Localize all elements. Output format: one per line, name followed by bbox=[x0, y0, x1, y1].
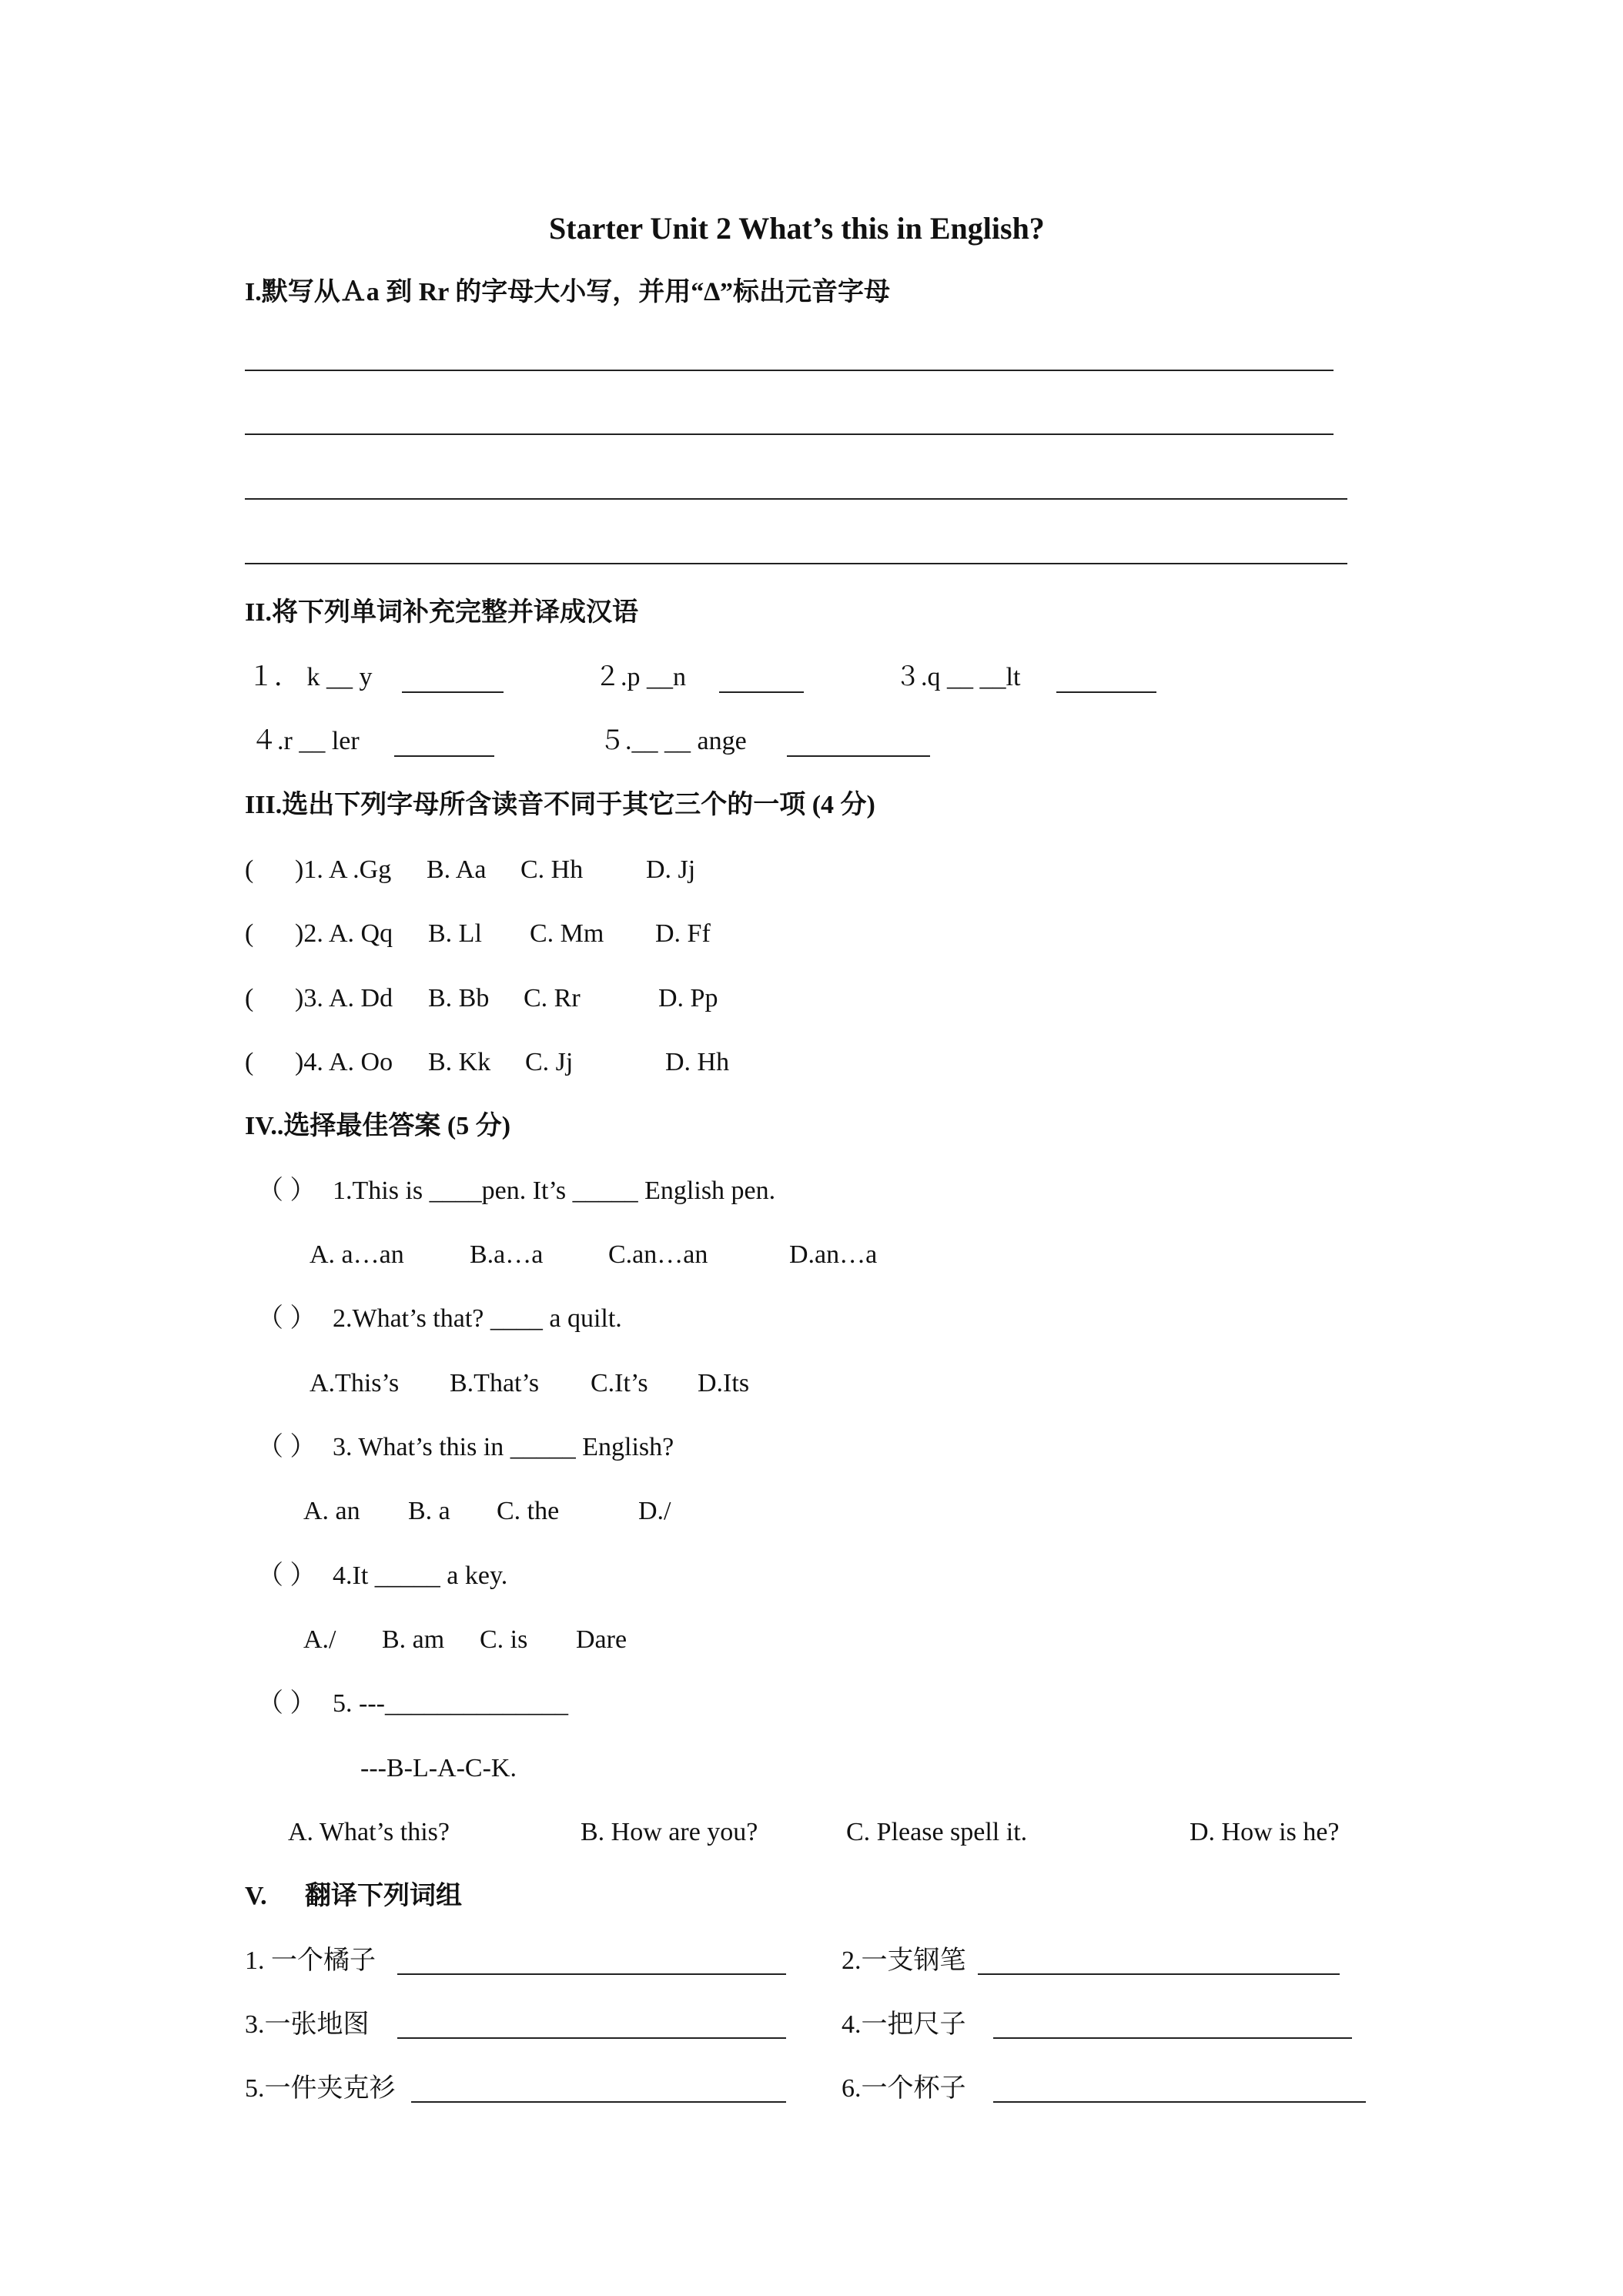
option-c: C. Hh bbox=[520, 855, 584, 884]
question-number: )4. bbox=[295, 1048, 323, 1076]
option-a: A. What’s this? bbox=[288, 1818, 450, 1846]
question-stem: 1.This is ____pen. It’s _____ English pen. bbox=[333, 1176, 776, 1205]
answer-paren: （ ） bbox=[257, 1433, 316, 1461]
section-2-heading: II.将下列单词补充完整并译成汉语 bbox=[245, 598, 638, 627]
option-d: D.Its bbox=[698, 1369, 750, 1397]
answer-line bbox=[245, 433, 1334, 435]
option-a: A .Gg bbox=[329, 855, 392, 884]
word-item: ２.p __n bbox=[594, 663, 686, 691]
answer-paren: ( bbox=[245, 919, 254, 948]
option-d: D. Pp bbox=[658, 984, 718, 1012]
question-number: )1. bbox=[295, 855, 323, 884]
phrase-item: 5.一件夹克衫 bbox=[245, 2074, 396, 2103]
option-d: D. Ff bbox=[655, 919, 711, 948]
section-4-heading: IV..选择最佳答案 (5 分) bbox=[245, 1112, 511, 1140]
answer-blank bbox=[787, 755, 930, 757]
option-a: A. Dd bbox=[329, 984, 393, 1012]
option-a: A.This’s bbox=[310, 1369, 400, 1397]
option-a: A. a…an bbox=[310, 1240, 404, 1269]
answer-blank bbox=[402, 691, 504, 693]
question-stem: 3. What’s this in _____ English? bbox=[333, 1433, 674, 1461]
phrase-item: 4.一把尺子 bbox=[842, 2010, 966, 2039]
option-b: B. How are you? bbox=[581, 1818, 758, 1846]
option-d: D.an…a bbox=[789, 1240, 878, 1269]
option-a: A. Qq bbox=[329, 919, 393, 948]
answer-paren: （ ） bbox=[257, 1176, 316, 1205]
option-d: Dare bbox=[576, 1625, 627, 1654]
answer-blank bbox=[719, 691, 804, 693]
answer-line bbox=[245, 563, 1347, 564]
page-title: Starter Unit 2 What’s this in English? bbox=[549, 211, 1045, 246]
answer-paren: （ ） bbox=[257, 1561, 316, 1590]
question-stem: 4.It _____ a key. bbox=[333, 1561, 508, 1590]
answer-paren: （ ） bbox=[257, 1304, 316, 1333]
answer-line bbox=[245, 370, 1334, 371]
option-b: B. Kk bbox=[428, 1048, 491, 1076]
answer-line bbox=[397, 2037, 786, 2039]
answer-paren: ( bbox=[245, 984, 254, 1012]
option-c: C. Mm bbox=[530, 919, 604, 948]
phrase-item: 3.一张地图 bbox=[245, 2010, 370, 2039]
question-stem: 2.What’s that? ____ a quilt. bbox=[333, 1304, 622, 1333]
dialogue-reply: ---B-L-A-C-K. bbox=[360, 1754, 517, 1782]
section-5-heading: 翻译下列词组 bbox=[305, 1882, 462, 1910]
option-c: C. is bbox=[480, 1625, 528, 1654]
answer-paren: ( bbox=[245, 855, 254, 884]
section-3-heading: III.选出下列字母所含读音不同于其它三个的一项 (4 分) bbox=[245, 791, 875, 819]
option-a: A./ bbox=[303, 1625, 336, 1654]
option-d: D. How is he? bbox=[1190, 1818, 1340, 1846]
answer-line bbox=[993, 2101, 1366, 2103]
answer-line bbox=[993, 2037, 1352, 2039]
section-5-number: V. bbox=[245, 1882, 267, 1910]
answer-line bbox=[978, 1973, 1340, 1975]
word-item: ３.q __ __lt bbox=[895, 663, 1021, 691]
option-d: D. Jj bbox=[646, 855, 696, 884]
option-b: B.That’s bbox=[450, 1369, 540, 1397]
option-b: B. Bb bbox=[428, 984, 490, 1012]
question-number: )2. bbox=[295, 919, 323, 948]
question-number: )3. bbox=[295, 984, 323, 1012]
option-a: A. Oo bbox=[329, 1048, 393, 1076]
option-b: B. a bbox=[408, 1497, 450, 1525]
word-item: ５.__ __ ange bbox=[599, 727, 747, 755]
word-item: ４.r __ ler bbox=[251, 727, 360, 755]
answer-blank bbox=[394, 755, 494, 757]
answer-line bbox=[397, 1973, 786, 1975]
option-c: C. Please spell it. bbox=[846, 1818, 1028, 1846]
option-a: A. an bbox=[303, 1497, 360, 1525]
answer-paren: ( bbox=[245, 1048, 254, 1076]
option-c: C.an…an bbox=[608, 1240, 708, 1269]
option-b: B. am bbox=[382, 1625, 445, 1654]
option-c: C. Jj bbox=[525, 1048, 574, 1076]
section-1-heading: I.默写从Ａa 到 Rr 的字母大小写，并用“∆”标出元音字母 bbox=[245, 278, 891, 306]
option-d: D. Hh bbox=[665, 1048, 730, 1076]
phrase-item: 1. 一个橘子 bbox=[245, 1946, 376, 1975]
option-b: B. Ll bbox=[428, 919, 482, 948]
phrase-item: 6.一个杯子 bbox=[842, 2074, 966, 2103]
option-b: B. Aa bbox=[427, 855, 487, 884]
option-c: C.It’s bbox=[591, 1369, 648, 1397]
option-d: D./ bbox=[638, 1497, 671, 1525]
option-c: C. Rr bbox=[524, 984, 581, 1012]
answer-blank bbox=[1056, 691, 1156, 693]
question-stem: 5. ---______________ bbox=[333, 1689, 568, 1718]
option-b: B.a…a bbox=[470, 1240, 544, 1269]
option-c: C. the bbox=[497, 1497, 560, 1525]
answer-line bbox=[245, 498, 1347, 500]
word-item: １． k __ y bbox=[248, 663, 373, 691]
phrase-item: 2.一支钢笔 bbox=[842, 1946, 966, 1975]
answer-line bbox=[411, 2101, 786, 2103]
answer-paren: （ ） bbox=[257, 1689, 316, 1718]
